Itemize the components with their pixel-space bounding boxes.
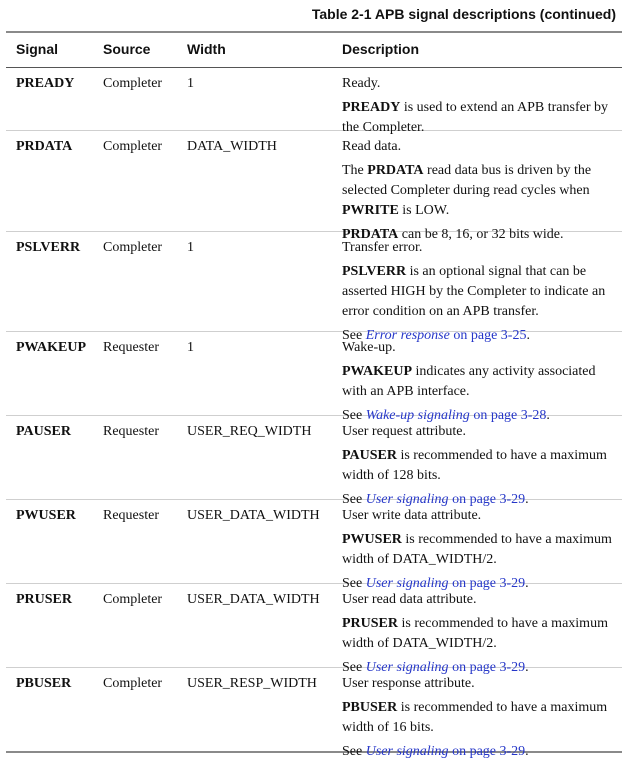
signal-source: Completer: [103, 139, 163, 154]
signal-width: USER_DATA_WIDTH: [187, 508, 320, 523]
signal-width: DATA_WIDTH: [187, 139, 277, 154]
signal-source: Requester: [103, 508, 159, 523]
signal-name: PAUSER: [16, 424, 71, 439]
signal-description: [342, 674, 622, 766]
description-paragraph: PWAKEUP indicates any activity associated with an APB interface.: [342, 364, 596, 399]
signal-source: Completer: [103, 592, 163, 607]
description-paragraph: See Error response on page 3-25.: [342, 328, 530, 343]
table-row: [6, 500, 622, 591]
signal-name: PBUSER: [16, 676, 72, 691]
table-row: [6, 668, 622, 759]
description-paragraph: PWUSER is recommended to have a maximum width of DATA_WIDTH/2.: [342, 532, 612, 567]
signal-name: PRUSER: [16, 592, 73, 607]
signal-ref: PWAKEUP: [342, 364, 412, 379]
description-paragraph: See User signaling on page 3-29.: [342, 660, 529, 675]
description-paragraph: PRDATA can be 8, 16, or 32 bits wide.: [342, 227, 564, 242]
header-source: Source: [103, 41, 151, 57]
description-paragraph: PAUSER is recommended to have a maximum width of 128 bits.: [342, 448, 607, 483]
description-paragraph: See User signaling on page 3-29.: [342, 576, 529, 591]
description-paragraph: See User signaling on page 3-29.: [342, 744, 529, 759]
signal-ref: PRUSER: [342, 616, 399, 631]
table-row: [6, 232, 622, 343]
signal-source: Completer: [103, 676, 163, 691]
description-paragraph: User request attribute.: [342, 424, 467, 439]
table-row: [6, 584, 622, 675]
description-paragraph: PREADY is used to extend an APB transfer by the Completer.: [342, 100, 608, 135]
table-row: [6, 332, 622, 423]
table-row: [6, 68, 622, 135]
signal-width: 1: [187, 340, 194, 355]
table-caption: Table 2-1 APB signal descriptions (continued): [311, 6, 616, 22]
cross-reference-link[interactable]: User signaling on page 3-29: [365, 492, 526, 507]
signal-name: PREADY: [16, 76, 75, 91]
description-paragraph: PSLVERR is an optional signal that can be asserted HIGH by the Completer to indicate an error condition on an APB transfer.: [342, 264, 606, 319]
description-paragraph: Ready.: [342, 76, 381, 91]
signal-width: USER_RESP_WIDTH: [187, 676, 317, 691]
signal-ref: PWUSER: [342, 532, 402, 547]
signal-source: Requester: [103, 340, 159, 355]
description-paragraph: PRUSER is recommended to have a maximum width of DATA_WIDTH/2.: [342, 616, 608, 651]
signal-name: PWUSER: [16, 508, 76, 523]
signal-ref: PAUSER: [342, 448, 397, 463]
table-header: [0, 33, 622, 67]
description-paragraph: PBUSER is recommended to have a maximum width of 16 bits.: [342, 700, 608, 735]
signal-source: Completer: [103, 76, 163, 91]
signal-ref: PREADY: [342, 100, 401, 115]
signal-ref: PRDATA: [342, 227, 399, 242]
description-paragraph: See User signaling on page 3-29.: [342, 492, 529, 507]
signal-width: USER_REQ_WIDTH: [187, 424, 312, 439]
signal-width: USER_DATA_WIDTH: [187, 592, 320, 607]
signal-ref: PRDATA: [367, 163, 424, 178]
header-width: Width: [187, 41, 226, 57]
table-row: [6, 416, 622, 507]
signal-width: 1: [187, 240, 194, 255]
table-row: [6, 131, 622, 242]
description-paragraph: The PRDATA read data bus is driven by the selected Completer during read cycles when PWRITE is LOW.: [342, 163, 592, 218]
signal-name: PRDATA: [16, 139, 73, 154]
description-paragraph: Transfer error.: [342, 240, 423, 255]
signal-source: Requester: [103, 424, 159, 439]
description-paragraph: User read data attribute.: [342, 592, 477, 607]
cross-reference-link[interactable]: User signaling on page 3-29: [365, 660, 526, 675]
cross-reference-link[interactable]: User signaling on page 3-29: [365, 744, 526, 759]
signal-name: PSLVERR: [16, 240, 81, 255]
description-paragraph: User response attribute.: [342, 676, 475, 691]
header-signal: Signal: [16, 41, 59, 57]
cross-reference-link[interactable]: User signaling on page 3-29: [365, 576, 526, 591]
signal-name: PWAKEUP: [16, 340, 86, 355]
signal-ref: PBUSER: [342, 700, 398, 715]
signal-source: Completer: [103, 240, 163, 255]
description-paragraph: User write data attribute.: [342, 508, 482, 523]
signal-ref: PSLVERR: [342, 264, 407, 279]
description-paragraph: Wake-up.: [342, 340, 396, 355]
signal-width: 1: [187, 76, 194, 91]
cross-reference-link[interactable]: Wake-up signaling on page 3-28: [365, 408, 547, 423]
description-paragraph: Read data.: [342, 139, 402, 154]
cross-reference-link[interactable]: Error response on page 3-25: [365, 328, 527, 343]
description-paragraph: See Wake-up signaling on page 3-28.: [342, 408, 550, 423]
header-description: Description: [342, 41, 420, 57]
signal-ref: PWRITE: [342, 203, 399, 218]
